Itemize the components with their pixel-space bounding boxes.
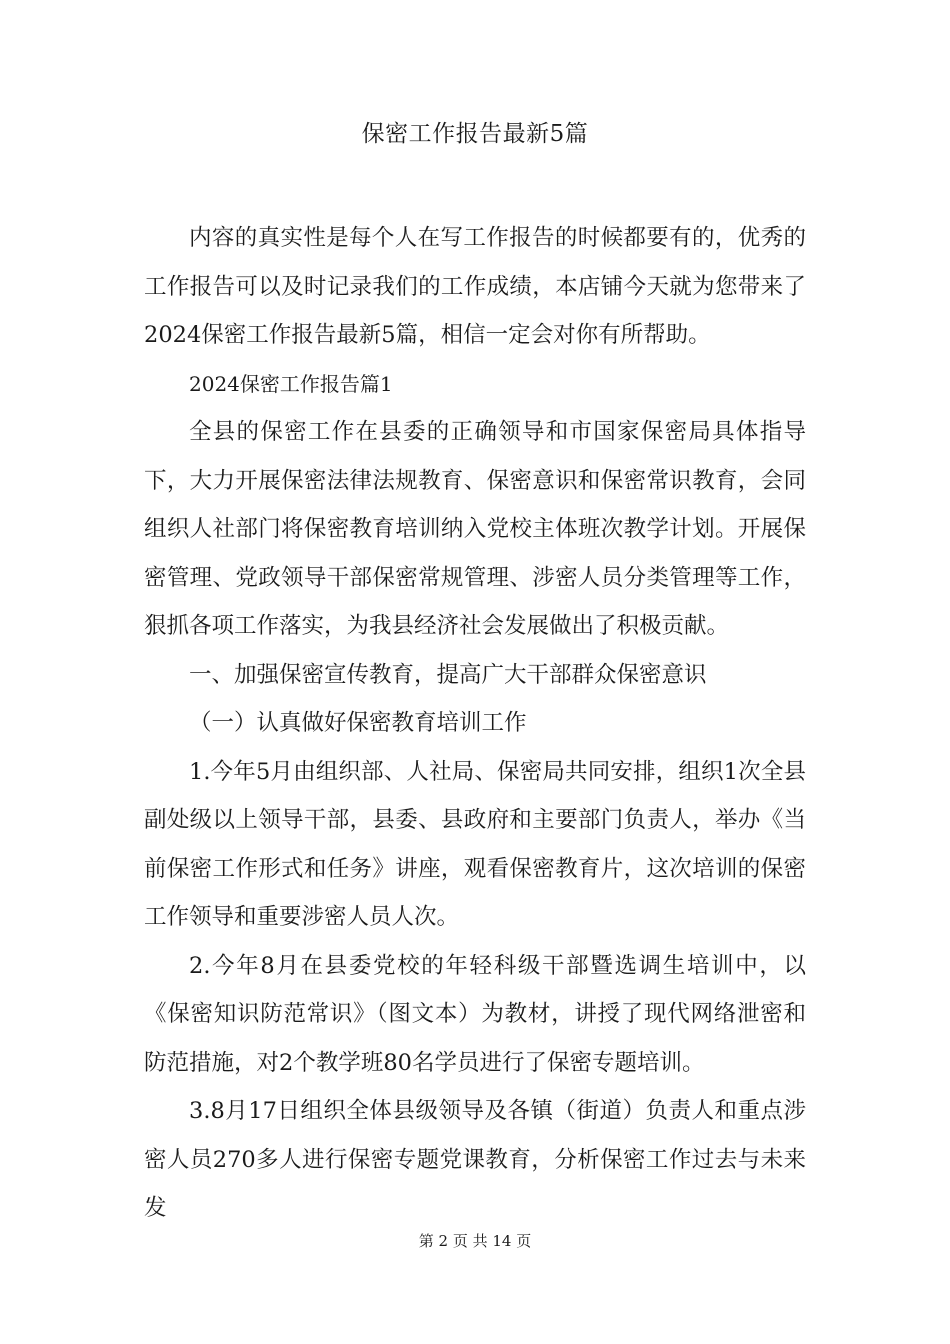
list-item-2: 2.今年8月在县委党校的年轻科级干部暨选调生培训中，以《保密知识防范常识》（图文本）为教材，讲授了现代网络泄密和防范措施，对2个教学班80名学员进行了保密专题培训。 (144, 952, 806, 1076)
document-title: 保密工作报告最新5篇 (361, 121, 589, 147)
list-item-3: 3.8月17日组织全体县级领导及各镇（街道）负责人和重点涉密人员270多人进行保密专题党课教育，分析保密工作过去与未来发 (144, 1098, 806, 1221)
intro-paragraph: 内容的真实性是每个人在写工作报告的时候都要有的，优秀的工作报告可以及时记录我们的工作成绩，本店铺今天就为您带来了2024保密工作报告最新5篇，相信一定会对你有所帮助。 (144, 225, 806, 348)
report-1-overview-paragraph: 全县的保密工作在县委的正确领导和市国家保密局具体指导下，大力开展保密法律法规教育、保密意识和保密常识教育，会同组织人社部门将保密教育培训纳入党校主体班次教学计划。开展保密管理、党政领导干部保密常规管理、涉密人员分类管理等工作，狠抓各项工作落实，为我县经济社会发展做出了积极贡献。 (144, 419, 806, 639)
page-number-footer: 第 2 页 共 14 页 (418, 1232, 532, 1250)
section-heading-report-1: 2024保密工作报告篇1 (189, 371, 393, 396)
subsection-heading-1: （一）认真做好保密教育培训工作 (189, 710, 527, 736)
document-body (144, 214, 806, 1233)
list-item-1: 1.今年5月由组织部、人社局、保密局共同安排，组织1次全县副处级以上领导干部，县委、县政府和主要部门负责人，举办《当前保密工作形式和任务》讲座，观看保密教育片，这次培训的保密工作领导和重要涉密人员人次。 (144, 758, 806, 930)
section-heading-part-1: 一、加强保密宣传教育，提高广大干部群众保密意识 (189, 661, 707, 688)
